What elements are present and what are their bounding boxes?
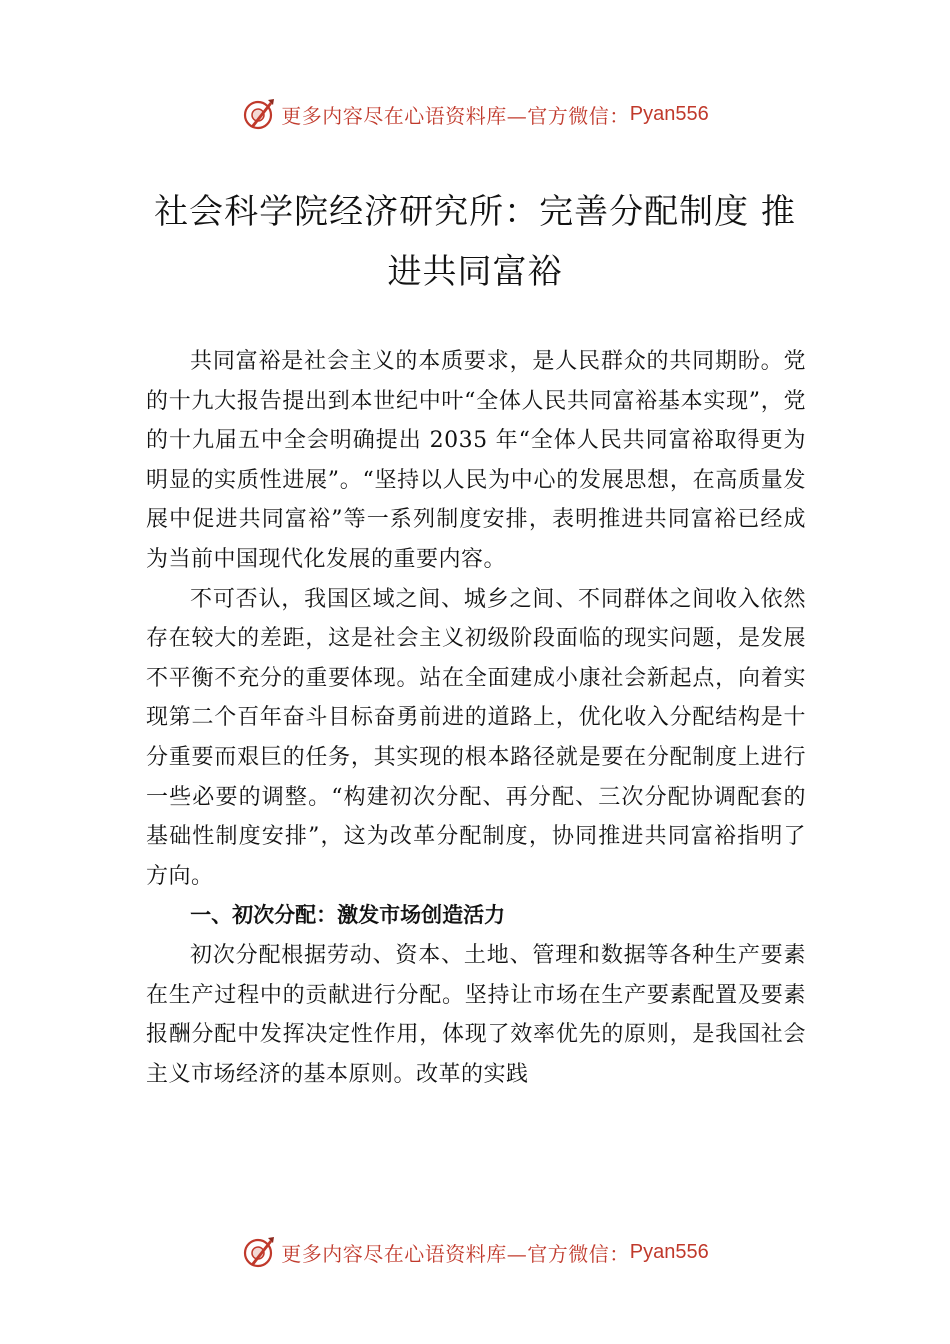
wechat-id: Pyan556 <box>629 1240 709 1263</box>
wechat-id: Pyan556 <box>629 102 709 125</box>
quill-pen-logo-icon <box>241 96 277 132</box>
document-title: 社会科学院经济研究所：完善分配制度 推进共同富裕 <box>154 192 796 292</box>
quill-pen-logo-icon <box>241 1234 277 1270</box>
header-banner <box>0 94 950 134</box>
document-body <box>146 342 806 1094</box>
paragraph: 共同富裕是社会主义的本质要求，是人民群众的共同期盼。党的十九大报告提出到本世纪中叶“全体人民共同富裕基本实现”，党的十九届五中全会明确提出 2035 年“全体人民共同富裕取得更为明显的实质性进展”。“坚持以人民为中心的发展思想，在高质量发展中促进共同富裕”等一系列制度安排，表明推进共同富裕已经成为当前中国现代化发展的重要内容。 <box>146 349 806 572</box>
banner-text: 更多内容尽在心语资料库—官方微信： <box>281 103 630 128</box>
footer-banner <box>0 1232 950 1272</box>
paragraph: 不可否认，我国区域之间、城乡之间、不同群体之间收入依然存在较大的差距，这是社会主义初级阶段面临的现实问题，是发展不平衡不充分的重要体现。站在全面建成小康社会新起点，向着实现第二个百年奋斗目标奋勇前进的道路上，优化收入分配结构是十分重要而艰巨的任务，其实现的根本路径就是要在分配制度上进行一些必要的调整。“构建初次分配、再分配、三次分配协调配套的基础性制度安排”，这为改革分配制度，协同推进共同富裕指明了方向。 <box>146 586 806 889</box>
paragraph: 初次分配根据劳动、资本、土地、管理和数据等各种生产要素在生产过程中的贡献进行分配。坚持让市场在生产要素配置及要素报酬分配中发挥决定性作用，体现了效率优先的原则，是我国社会主义市场经济的基本原则。改革的实践 <box>146 942 806 1087</box>
banner-text: 更多内容尽在心语资料库—官方微信： <box>281 1241 630 1266</box>
section-heading: 一、初次分配：激发市场创造活力 <box>190 903 506 928</box>
